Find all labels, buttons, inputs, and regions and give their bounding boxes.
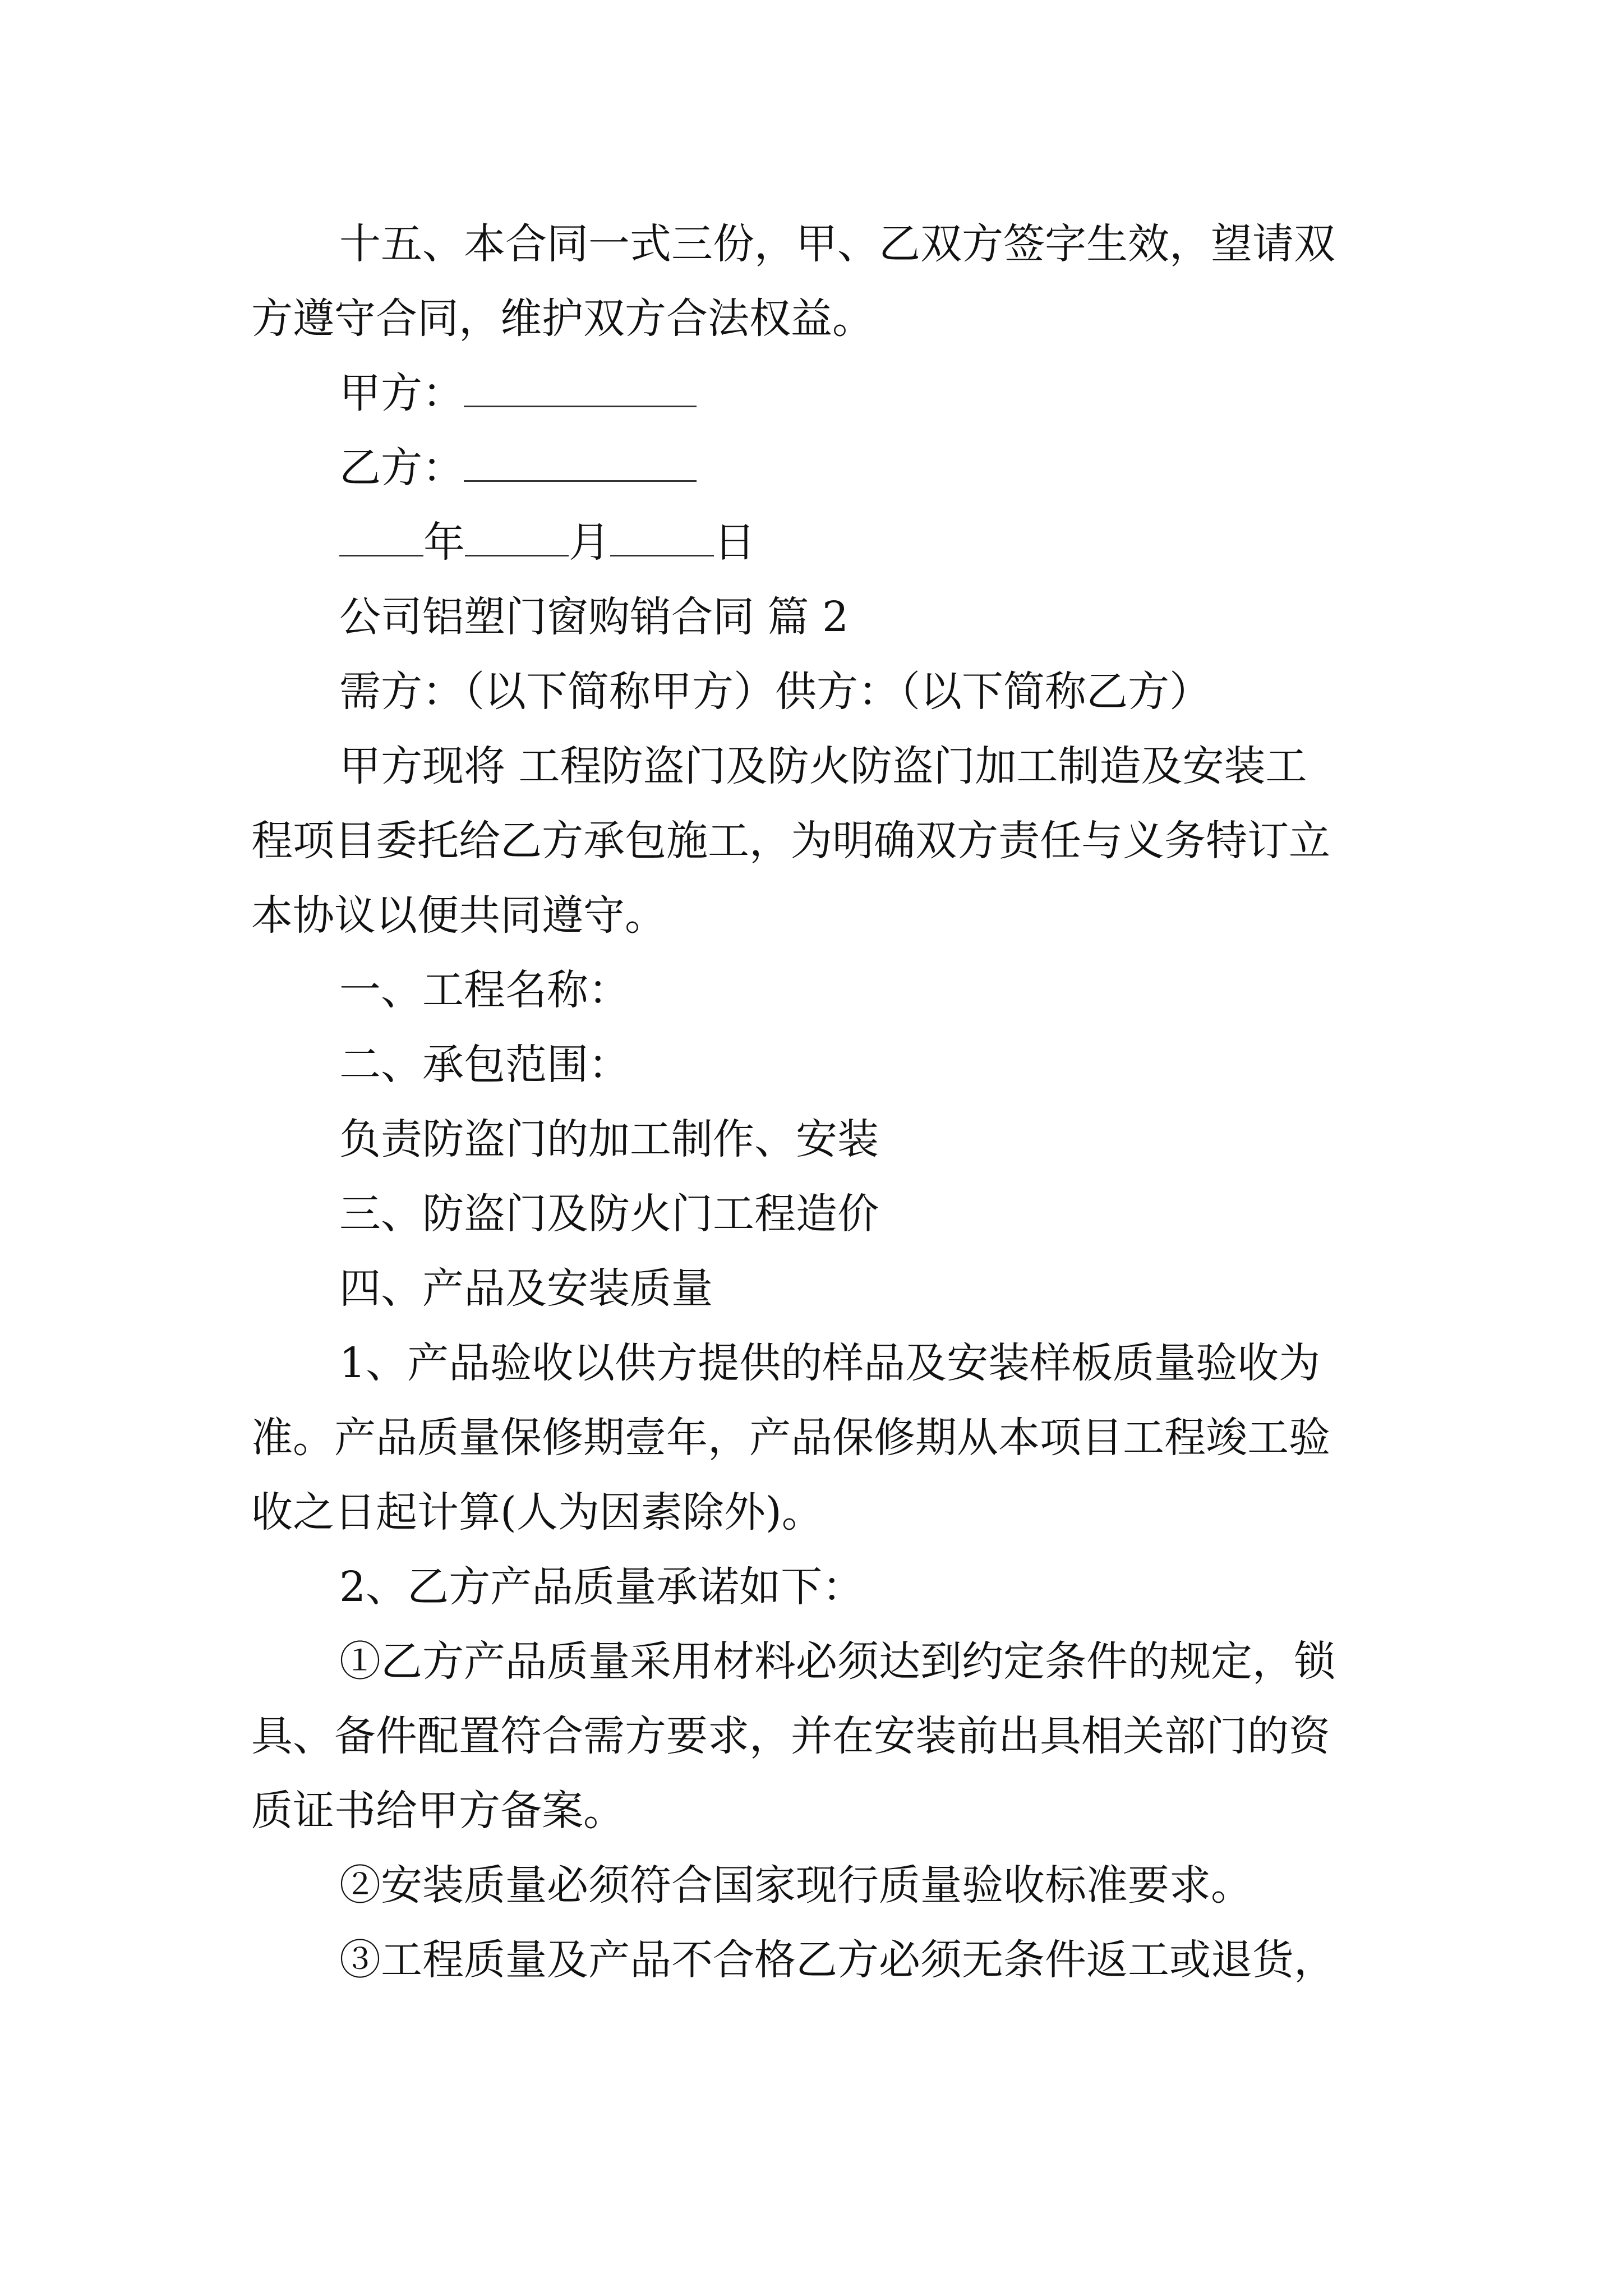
- paragraph-line: 方遵守合同，维护双方合法权益。: [251, 295, 874, 343]
- month-label: 月: [569, 518, 610, 567]
- section-title: 公司铝塑门窗购销合同 篇 2: [339, 593, 849, 641]
- party-a-blank: [464, 373, 697, 407]
- clause-heading: 四、产品及安装质量: [339, 1264, 713, 1313]
- party-a-label: 甲方：: [339, 369, 464, 417]
- paragraph-line: 质证书给甲方备案。: [251, 1787, 625, 1835]
- year-label: 年: [423, 518, 465, 567]
- paragraph-line: 1、产品验收以供方提供的样品及安装样板质量验收为: [339, 1339, 1321, 1387]
- paragraph-line: ②安装质量必须符合国家现行质量验收标准要求。: [339, 1861, 1252, 1910]
- clause-heading: 一、工程名称：: [339, 966, 630, 1014]
- date-line: [339, 514, 755, 570]
- day-label: 日: [714, 518, 755, 567]
- clause-heading: 二、承包范围：: [339, 1041, 630, 1089]
- paragraph-line: 程项目委托给乙方承包施工，为明确双方责任与义务特订立: [251, 817, 1330, 865]
- clause-heading: 三、防盗门及防火门工程造价: [339, 1190, 879, 1238]
- paragraph-line: 负责防盗门的加工制作、安装: [339, 1115, 879, 1163]
- paragraph-line: ③工程质量及产品不合格乙方必须无条件返工或退货，: [339, 1936, 1335, 1984]
- party-b-blank: [464, 448, 697, 482]
- paragraph-line: ①乙方产品质量采用材料必须达到约定条件的规定，锁: [339, 1637, 1335, 1686]
- month-blank: [465, 522, 569, 556]
- party-b-signature-line: [339, 440, 697, 496]
- paragraph-line: 甲方现将 工程防盗门及防火防盗门加工制造及安装工: [339, 742, 1307, 790]
- paragraph-line: 收之日起计算(人为因素除外)。: [251, 1488, 823, 1536]
- paragraph-line: 准。产品质量保修期壹年，产品保修期从本项目工程竣工验: [251, 1414, 1330, 1462]
- year-blank: [339, 522, 423, 556]
- party-a-signature-line: [339, 365, 697, 421]
- paragraph-line: 2、乙方产品质量承诺如下：: [339, 1563, 864, 1611]
- paragraph-line: 具、备件配置符合需方要求，并在安装前出具相关部门的资: [251, 1712, 1330, 1760]
- paragraph-line: 本协议以便共同遵守。: [251, 891, 666, 940]
- paragraph-line: 需方：（以下简称甲方）供方：（以下简称乙方）: [339, 668, 1211, 716]
- party-b-label: 乙方：: [339, 444, 464, 492]
- paragraph-line: 十五、本合同一式三份，甲、乙双方签字生效，望请双: [339, 220, 1335, 268]
- day-blank: [610, 522, 714, 556]
